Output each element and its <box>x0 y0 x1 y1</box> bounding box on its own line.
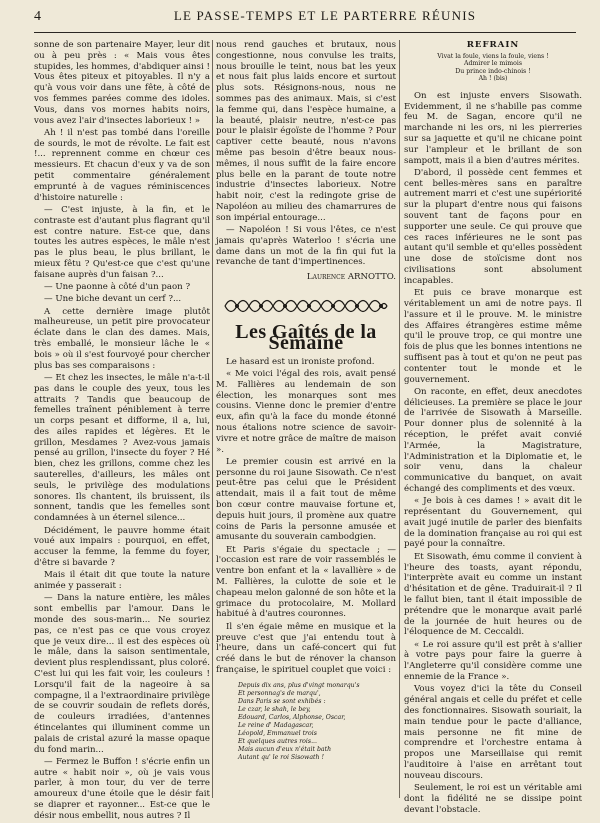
paragraph: — C'est injuste, à la fin, et le contraste est d'autant plus flagrant qu'il est contre nature. Est-ce que, dans toutes les autres espèces, le mâle n'est pas le plus beau, le plus brillant, le mieux fêtu ? Qu'est-ce que c'est qu'une faisane auprès d'un faisan ?... <box>34 204 210 280</box>
paragraph: sonne de son partenaire Mayer, leur dit ou à peu près : « Mais vous êtes stupides, les hommes, d'abdiquer ainsi ! Vous êtes piteux et pitoyables. Il n'y a qu'à vous voir dans une fête, à côté de vos femmes parées comme des idoles. Vous, dans vos mornes habits noirs, vous avez l'air d'insectes laborieux ! » <box>34 40 210 126</box>
column-middle <box>216 40 396 768</box>
paragraph: — Fermez le Buffon ! s'écrie enfin un autre « habit noir », où je vais vous parler, à mon tour, du ver de terre amoureux d'une étoile que le désir fait se diaprer et rayonner... Est-ce que le désir nous embellit, nous autres ? Il <box>34 756 210 821</box>
verse-line: Depuis dix ans, plus d'vingt monarqu's <box>238 681 360 689</box>
column-left <box>34 40 210 823</box>
verse-line: Autant qu' le roi Sisowath ! <box>238 753 324 761</box>
paragraph: nous rend gauches et brutaux, nous congestionne, nous convulse les traits, nous brouille le teint, nous bat les yeux et nous fait plus laids encore et surtout plus sots. Résignons-nous, nous ne sommes pas des animaux. Mais, si c'est la femme qui, dans l'espèce humaine, a la beauté, plaisir neutre, n'est-ce pas pour le plaisir égoïste de l'homme ? Pour captiver cette beauté, nous n'avons même pas besoin d'être beaux nous-mêmes, il nous suffit de la faire encore plus belle en la parant de toute notre industrie d'insectes laborieux. Notre habit noir, c'est la redingote grise de Napoléon au milieu des chamarrures de son impérial entourage... <box>216 40 396 223</box>
paragraph: Vous voyez d'ici la tête du Conseil général angais et celle du préfet et celle des fonctionnaires. Sisowath souriait, la main tendue pour le pacte d'alliance, mais personne ne fit mine de comprendre et l'orchestre entama à propos une Marseillaise qui remit l'auditoire à l'aise en arrêtant tout nouveau discours. <box>404 684 582 781</box>
author-signature: Laurence ARNOTTO. <box>306 272 396 283</box>
paragraph: Le premier cousin est arrivé en la personne du roi jaune Sisowath. Ce n'est peut-être pas celui que le Président attendait, mais il a fait tout de même bon cœur contre mauvaise fortune et, depuis huit jours, il promène aux quatre coins de Paris la personne amusée et amusante du souverain cambodgien. <box>216 456 396 543</box>
paragraph: « Le roi assure qu'il est prêt à s'allier à votre pays pour faire la guerre à l'Angleterre qu'il considère comme une ennemie de la France ». <box>404 639 582 683</box>
paragraph: Ah ! il n'est pas tombé dans l'oreille de sourds, le mot de révolte. Le fait est !... reprennent comme en chœur ces messieurs. Et chacun d'eux y va de son petit commentaire généralement emprunté à de vagues réminiscences d'histoire naturelle : <box>34 127 210 203</box>
verse-line: Le czar, le shah, le bey, <box>238 705 311 713</box>
verse-line: Dans Paris se sont exhibés : <box>238 697 326 705</box>
verse-line: Et quelques autres rois... <box>238 737 317 745</box>
paragraph: On raconte, en effet, deux anecdotes délicieuses. La première se place le jour de l'arrivée de Sisowath à Marseille. Pour donner plus de solennité à la réception, le préfet avait convié l'Armée, la Magistrature, l'Administration et la Diplomatie et, le soir venu, dans la chaleur communicative du banquet, on avait échangé des compliments et des vœux. <box>404 386 582 494</box>
refrain-line: Ah ! (bis) <box>478 75 508 83</box>
decorative-ornament <box>221 293 391 319</box>
column-divider <box>399 40 400 798</box>
verse-line: Et personnag's de marqu', <box>238 689 321 697</box>
paragraph: « Me voici l'égal des rois, avait pensé M. Fallières au lendemain de son élection, les monarques sont mes cousins. Vienne donc le premier d'entre eux, afin qu'à la face du monde étonné nous étalions notre science de savoir-vivre et notre grâce de maître de maison ». <box>216 368 396 455</box>
page-header <box>34 8 576 33</box>
verse-line: Le reine d' Madagascar, <box>238 721 314 729</box>
paragraph: — Dans la nature entière, les mâles sont embellis par l'amour. Dans le monde des sous-marin... Ne souriez pas, ce n'est pas ce que vous croyez que je veux dire... il est des espèces où le mâle, dans la saison sentimentale, devient plus resplendissant, plus coloré. C'est lui qui les fait voir, les couleurs ! Lorsqu'il fait de la nageoire à sa compagne, il a l'extraordinaire privilège de se couvrir soudain de reflets dorés, de couleurs irradiées, d'antennes étincelantes qui illuminent comme un palais de cristal azuré la masse opaque du fond marin... <box>34 593 210 755</box>
paragraph: A cette dernière image plutôt malheureuse, un petit pire provocateur éclate dans le clan des dames. Mais, très emballé, le monsieur lâche le « bois » où il s'est fourvoyé pour chercher plus bas ses comparaisons : <box>34 306 210 371</box>
paragraph: Seulement, le roi est un véritable ami dont la fidélité ne se dissipe point devant l'obstacle. <box>404 783 582 815</box>
paragraph: Et Sisowath, ému comme il convient à l'heure des toasts, ayant répondu, l'interprète avait eu comme un instant d'hésitation et de gêne. Traduirait-il ? Il le fallut bien, tant il était impossible de prétendre que le monarque avait parlé de la journée de huit heures ou de l'éloquence de M. Ceccaldi. <box>404 551 582 638</box>
page-number: 4 <box>34 9 41 24</box>
paragraph: — Napoléon ! Si vous l'êtes, ce n'est jamais qu'après Waterloo ! s'écria une dame dans un mot de la fin qui fut la revanche de tant d'impertinences. <box>216 225 396 268</box>
paragraph: — Une biche devant un cerf ?... <box>44 294 182 305</box>
verse-line: Léopold, Emmanuel trois <box>238 729 317 737</box>
running-title: LE PASSE-TEMPS ET LE PARTERRE RÉUNIS <box>173 8 477 23</box>
refrain-title: REFRAIN <box>466 40 520 50</box>
verse-line: Mais aucun d'eux n'était bath <box>238 745 332 753</box>
paragraph: Et puis ce brave monarque est véritablement un ami de notre pays. Il l'assure et il le prouve. M. le ministre des Affaires étrangères estime même qu'il le prouve trop, ce qui montre une fois de plus que les bonnes intentions ne suffisent pas à tout et qu'on ne peut pas contenter tout le monde et le gouvernement. <box>404 288 582 385</box>
refrain-line: Vivat la foule, viens la foule, viens ! <box>437 52 549 60</box>
refrain <box>404 53 582 83</box>
paragraph: Il s'en égaie même en musique et la preuve c'est que j'ai entendu tout à l'heure, dans un café-concert qui fut créé dans le but de rénover la chanson française, le spirituel couplet que voici : <box>216 621 396 675</box>
refrain-line: Admirer le mimois <box>463 60 523 68</box>
paragraph: D'abord, il possède cent femmes et cent belles-mères sans en paraître autrement marri et c'est une supériorité sur la plupart d'entre nous qui faisons souvent tant de façons pour en supporter une seule. Ce qui prouve que ces races inférieures ne le sont pas autant qu'il semble et qu'elles possèdent une dose de stoïcisme dont nos civilisations sont absolument incapables. <box>404 167 582 286</box>
section-title: Les Gaîtés de la Semaine <box>235 321 377 354</box>
paragraph: Et Paris s'égaie du spectacle ; — l'occasion est rare de voir rassemblés le ventre bon enfant et la « lavallière » de M. Fallières, la culotte de soie et le chapeau melon galonné de son hôte et la grimace du protocolaire, M. Mollard habitué à d'autres couronnes. <box>216 544 396 620</box>
paragraph: « Je bois à ces dames ! » avait dit le représentant du Gouvernement, qui avait jugé inutile de parler des bienfaits de la domination française au roi qui est payé pour la connaître. <box>404 496 582 550</box>
paragraph: — Une paonne à côté d'un paon ? <box>44 282 191 293</box>
column-right <box>404 40 582 817</box>
column-divider <box>212 40 213 798</box>
paragraph: Le hasard est un ironiste profond. <box>226 356 375 367</box>
paragraph: On est injuste envers Sisowath. Evidemment, il ne s'habille pas comme feu M. de Sagan, encore qu'il ne marchande ni les ors, ni les pierreries sur sa jaquette et qu'il ne chicane point sur l'ampleur et le brillant de son sampott, mais il a bien d'autres mérites. <box>404 90 582 166</box>
verse-line: Edouard, Carlos, Alphonse, Oscar, <box>238 713 346 721</box>
paragraph: — Et chez les insectes, le mâle n'a-t-il pas dans le couple des yeux, tous les attraits ? Tandis que beaucoup de femelles traînent péniblement à terre un corps pesant et difforme, il a, lui, des ailes rapides et légères. Et le grillon, Mesdames ? Avez-vous jamais pensé au grillon, l'insecte du foyer ? Hé bien, chez les grillons, comme chez les sauterelles, d'ailleurs, les mâles ont seuls, le privilège des modulations sonores. Ils chantent, ils bruissent, ils sonnent, tandis que les femelles sont condamnées à un éternel silence... <box>34 372 210 524</box>
paragraph: Décidément, le pauvre homme était voué aux impairs : pourquoi, en effet, accuser la femme, la femme du foyer, d'être si bavarde ? <box>34 525 210 568</box>
song-verse <box>238 682 396 762</box>
paragraph: Mais il était dit que toute la nature animée y passerait : <box>34 570 210 592</box>
refrain-line: Du prince indo-chinois ! <box>455 67 531 75</box>
